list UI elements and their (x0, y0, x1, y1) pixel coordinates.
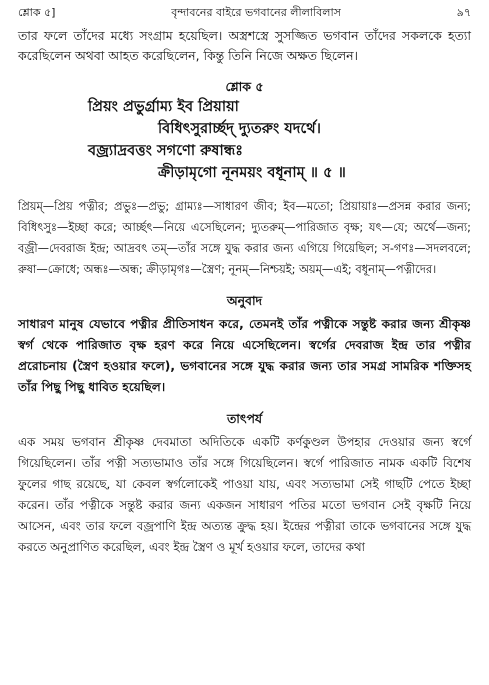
header-chapter-title: বৃন্দাবনের বাইরে ভগবানের লীলাবিলাস (171, 6, 341, 19)
purport-heading: তাৎপর্য (226, 411, 263, 426)
verse-heading: শ্লোক ৫ (225, 79, 264, 94)
verse-block (18, 96, 471, 184)
verse-line-3: বজ্র্যাদ্রবত্তং সগণো রুষান্ধঃ (88, 142, 244, 159)
translation-heading: অনুবাদ (226, 293, 263, 308)
purport-paragraph: এক সময় ভগবান শ্রীকৃষ্ণ দেবমাতা অদিতিকে একটি কর্ণকুণ্ডল উপহার দেওয়ার জন্য স্বর্গে গিয়েছিলেন। তাঁর পত্নী সত্যভামাও তাঁর সঙ্গে গিয়েছিলেন। স্বর্গে পারিজাত নামক একটি বিশেষ ফুলের গাছ রয়েছে, যা কেবল স্বর্গলোকেই পাওয়া যায়, এবং সত্যভামা সেই গাছটি পেতে ইচ্ছা করেন। তাঁর পত্নীকে সন্তুষ্ট করার জন্য একজন সাধারণ পতির মতো ভগবান সেই বৃক্ষটি নিয়ে আসেন, এবং তার ফলে বজ্রপাণি ইন্দ্র অত্যন্ত ক্রুদ্ধ হয়। ইন্দ্রের পত্নীরা তাকে ভগবানের সঙ্গে যুদ্ধ করতে অনুপ্রাণিত করেছিল, এবং ইন্দ্র স্ত্রৈণ ও মূর্খ হওয়ার ফলে, তাদের কথা (18, 435, 471, 554)
intro-paragraph: তার ফলে তাঁদের মধ্যে সংগ্রাম হয়েছিল। অস্ত্রশস্ত্রে সুসজ্জিত ভগবান তাঁদের সকলকে হত্যা করেছিলেন অথবা আহত করেছিলেন, কিন্তু তিনি নিজে অক্ষত ছিলেন। (18, 28, 471, 63)
verse-line-2: বিধিৎসুরার্চ্ছদ্ দ্যুতরুং যদর্থে। (158, 120, 321, 137)
page-number: ৯৭ (456, 6, 471, 19)
verse-line-1: প্রিয়ং প্রভুর্গ্রাম্য ইব প্রিয়ায়া (88, 98, 239, 115)
header-verse-ref: শ্লোক ৫] (18, 6, 56, 19)
translation-paragraph: সাধারণ মানুষ যেভাবে পত্নীর প্রীতিসাধন করে, তেমনই তাঁর পত্নীকে সন্তুষ্ট করার জন্য শ্রীকৃষ্ণ স্বর্গ থেকে পারিজাত বৃক্ষ হরণ করে নিয়ে এসেছিলেন। স্বর্গের দেবরাজ ইন্দ্র তার পত্নীর প্ররোচনায় (স্ত্রৈণ হওয়ার ফলে), ভগবানের সঙ্গে যুদ্ধ করার জন্য তার সমগ্র সামরিক শক্তিসহ তাঁর পিছু পিছু ধাবিত হয়েছিল। (18, 317, 471, 394)
verse-line-4: ক্রীড়ামৃগো নূনময়ং বধূনাম্ ॥ ৫ ॥ (158, 164, 346, 181)
running-header (18, 0, 471, 22)
synonyms-paragraph: প্রিয়ম্—প্রিয় পত্নীর; প্রভুঃ—প্রভু; গ্রাম্যঃ—সাধারণ জীব; ইব—মতো; প্রিয়ায়াঃ—প্রসন্ন করার জন্য; বিধিৎসুঃ—ইচ্ছা করে; আর্চ্ছৎ—নিয়ে এসেছিলেন; দ্যুতরুম্—পারিজাত বৃক্ষ; যৎ—যে; অর্থে—জন্য; বজ্রী—দেবরাজ ইন্দ্র; আদ্রবৎ তম্—তাঁর সঙ্গে যুদ্ধ করার জন্য এগিয়ে গিয়েছিল; স-গণঃ—সদলবলে; রুষা—ক্রোধে; অন্ধঃ—অন্ধ; ক্রীড়ামৃগঃ—স্ত্রৈণ; নূনম্—নিশ্চয়ই; অয়ম্—এই; বধূনাম্—পত্নীদের। (18, 199, 471, 276)
